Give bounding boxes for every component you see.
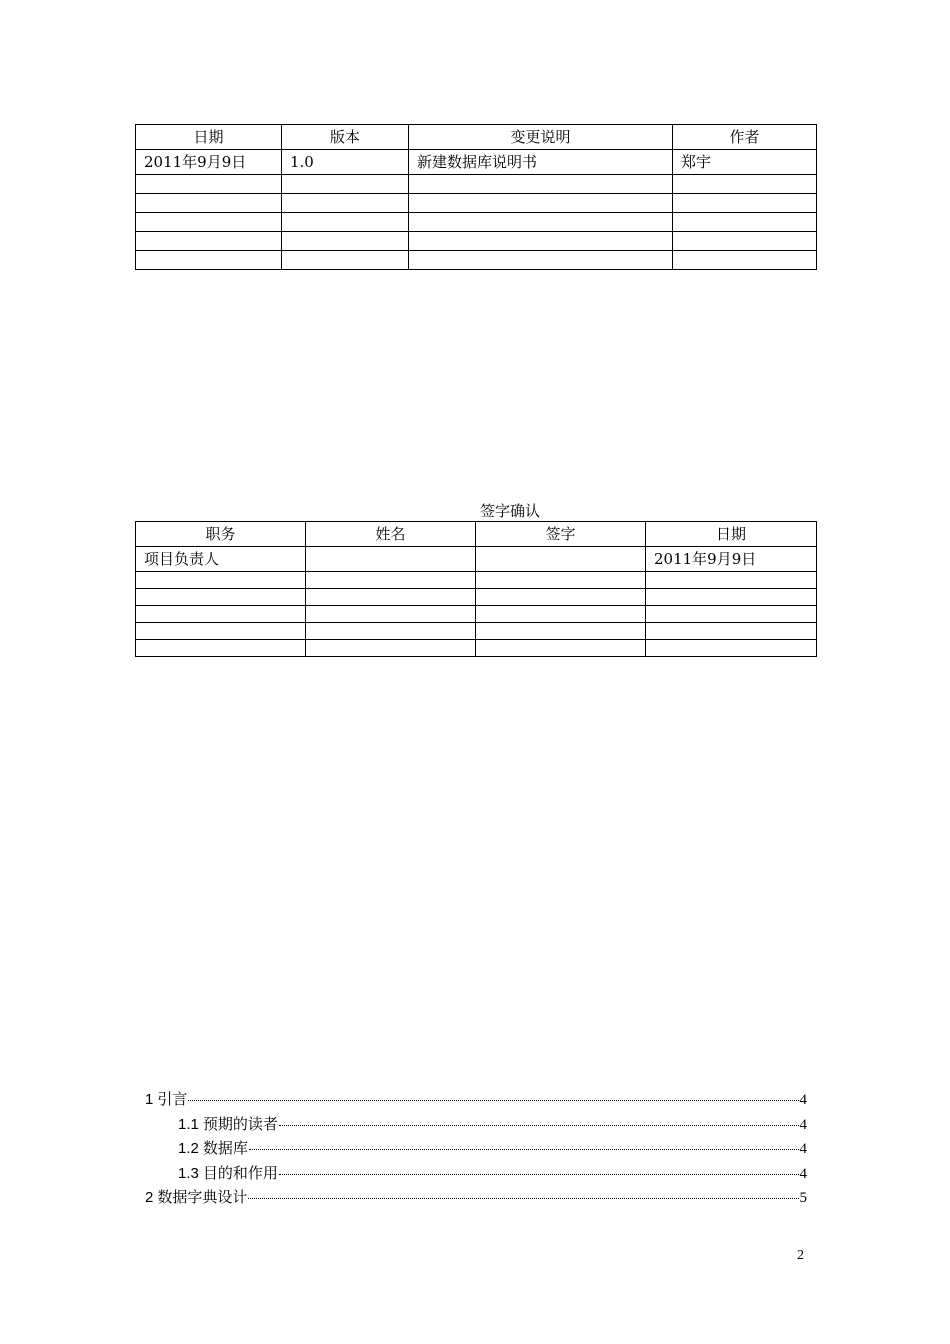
table-cell — [646, 606, 817, 623]
toc-entry[interactable] — [145, 1186, 807, 1206]
toc-number: 1.3 — [178, 1165, 199, 1182]
header-cell: 签字 — [476, 522, 646, 547]
table-cell — [646, 623, 817, 640]
header-cell: 日期 — [136, 125, 282, 150]
table-cell — [282, 251, 409, 270]
toc-leader — [279, 1174, 799, 1175]
toc-leader — [249, 1149, 799, 1150]
table-header-row — [136, 125, 817, 150]
toc-entry[interactable] — [178, 1113, 807, 1133]
toc-page: 4 — [799, 1166, 807, 1182]
table-cell — [409, 194, 673, 213]
table-cell — [136, 572, 306, 589]
table-cell — [673, 232, 817, 251]
table-cell — [476, 640, 646, 657]
toc-number: 1.1 — [178, 1116, 199, 1133]
table-cell — [409, 175, 673, 194]
table-cell: 项目负责人 — [136, 547, 306, 572]
table-cell — [673, 213, 817, 232]
table-row — [136, 572, 817, 589]
table-row — [136, 623, 817, 640]
table-cell — [282, 175, 409, 194]
header-cell: 姓名 — [306, 522, 476, 547]
table-cell — [136, 213, 282, 232]
table-cell — [136, 606, 306, 623]
table-cell: 2011年9月9日 — [136, 150, 282, 175]
table-row — [136, 232, 817, 251]
table-cell — [306, 547, 476, 572]
toc-page: 4 — [799, 1117, 807, 1133]
table-row — [136, 175, 817, 194]
toc-page: 4 — [799, 1141, 807, 1157]
table-cell — [409, 213, 673, 232]
table-cell — [136, 640, 306, 657]
table-row — [136, 606, 817, 623]
table-cell — [136, 251, 282, 270]
toc-leader — [188, 1100, 798, 1101]
table-row — [136, 251, 817, 270]
table-cell — [673, 251, 817, 270]
table-row — [136, 194, 817, 213]
table-row — [136, 547, 817, 572]
table-cell: 2011年9月9日 — [646, 547, 817, 572]
toc-entry[interactable] — [145, 1088, 807, 1108]
table-cell — [476, 606, 646, 623]
table-cell — [673, 175, 817, 194]
table-cell — [306, 623, 476, 640]
toc-leader — [279, 1125, 799, 1126]
table-cell: 新建数据库说明书 — [409, 150, 673, 175]
toc-title: 数据库 — [202, 1139, 248, 1157]
table-cell: 1.0 — [282, 150, 409, 175]
header-cell: 日期 — [646, 522, 817, 547]
table-cell — [306, 640, 476, 657]
table-cell — [409, 232, 673, 251]
table-cell — [136, 589, 306, 606]
toc-title: 引言 — [157, 1090, 188, 1108]
table-row — [136, 150, 817, 175]
table-cell — [476, 572, 646, 589]
table-cell — [136, 623, 306, 640]
table-cell — [646, 589, 817, 606]
header-cell: 作者 — [673, 125, 817, 150]
toc-number: 1.2 — [178, 1140, 199, 1157]
table-cell — [306, 606, 476, 623]
table-cell — [409, 251, 673, 270]
table-cell — [476, 589, 646, 606]
toc-leader — [248, 1198, 798, 1199]
header-cell: 版本 — [282, 125, 409, 150]
table-cell: 郑宇 — [673, 150, 817, 175]
page-number: 2 — [797, 1248, 804, 1263]
table-row — [136, 589, 817, 606]
toc-title: 数据字典设计 — [157, 1188, 248, 1206]
header-cell: 变更说明 — [409, 125, 673, 150]
toc-number: 2 — [145, 1189, 154, 1206]
table-cell — [306, 589, 476, 606]
table-cell — [673, 194, 817, 213]
toc-entry[interactable] — [178, 1137, 807, 1157]
table-cell — [306, 572, 476, 589]
toc-entry[interactable] — [178, 1162, 807, 1182]
revision-history-table — [135, 124, 817, 270]
table-cell — [282, 232, 409, 251]
table-cell — [282, 213, 409, 232]
toc-title: 预期的读者 — [202, 1115, 278, 1133]
table-cell — [136, 175, 282, 194]
header-cell: 职务 — [136, 522, 306, 547]
toc-title: 目的和作用 — [202, 1164, 278, 1182]
table-cell — [282, 194, 409, 213]
toc-page: 4 — [799, 1092, 807, 1108]
table-cell — [476, 623, 646, 640]
table-cell — [136, 232, 282, 251]
signature-table — [135, 521, 817, 657]
signature-title: 签字确认 — [479, 502, 540, 520]
table-cell — [646, 640, 817, 657]
table-cell — [646, 572, 817, 589]
toc-number: 1 — [145, 1091, 154, 1108]
table-header-row — [136, 522, 817, 547]
table-cell — [476, 547, 646, 572]
toc-page: 5 — [799, 1190, 807, 1206]
table-cell — [136, 194, 282, 213]
table-row — [136, 213, 817, 232]
table-row — [136, 640, 817, 657]
